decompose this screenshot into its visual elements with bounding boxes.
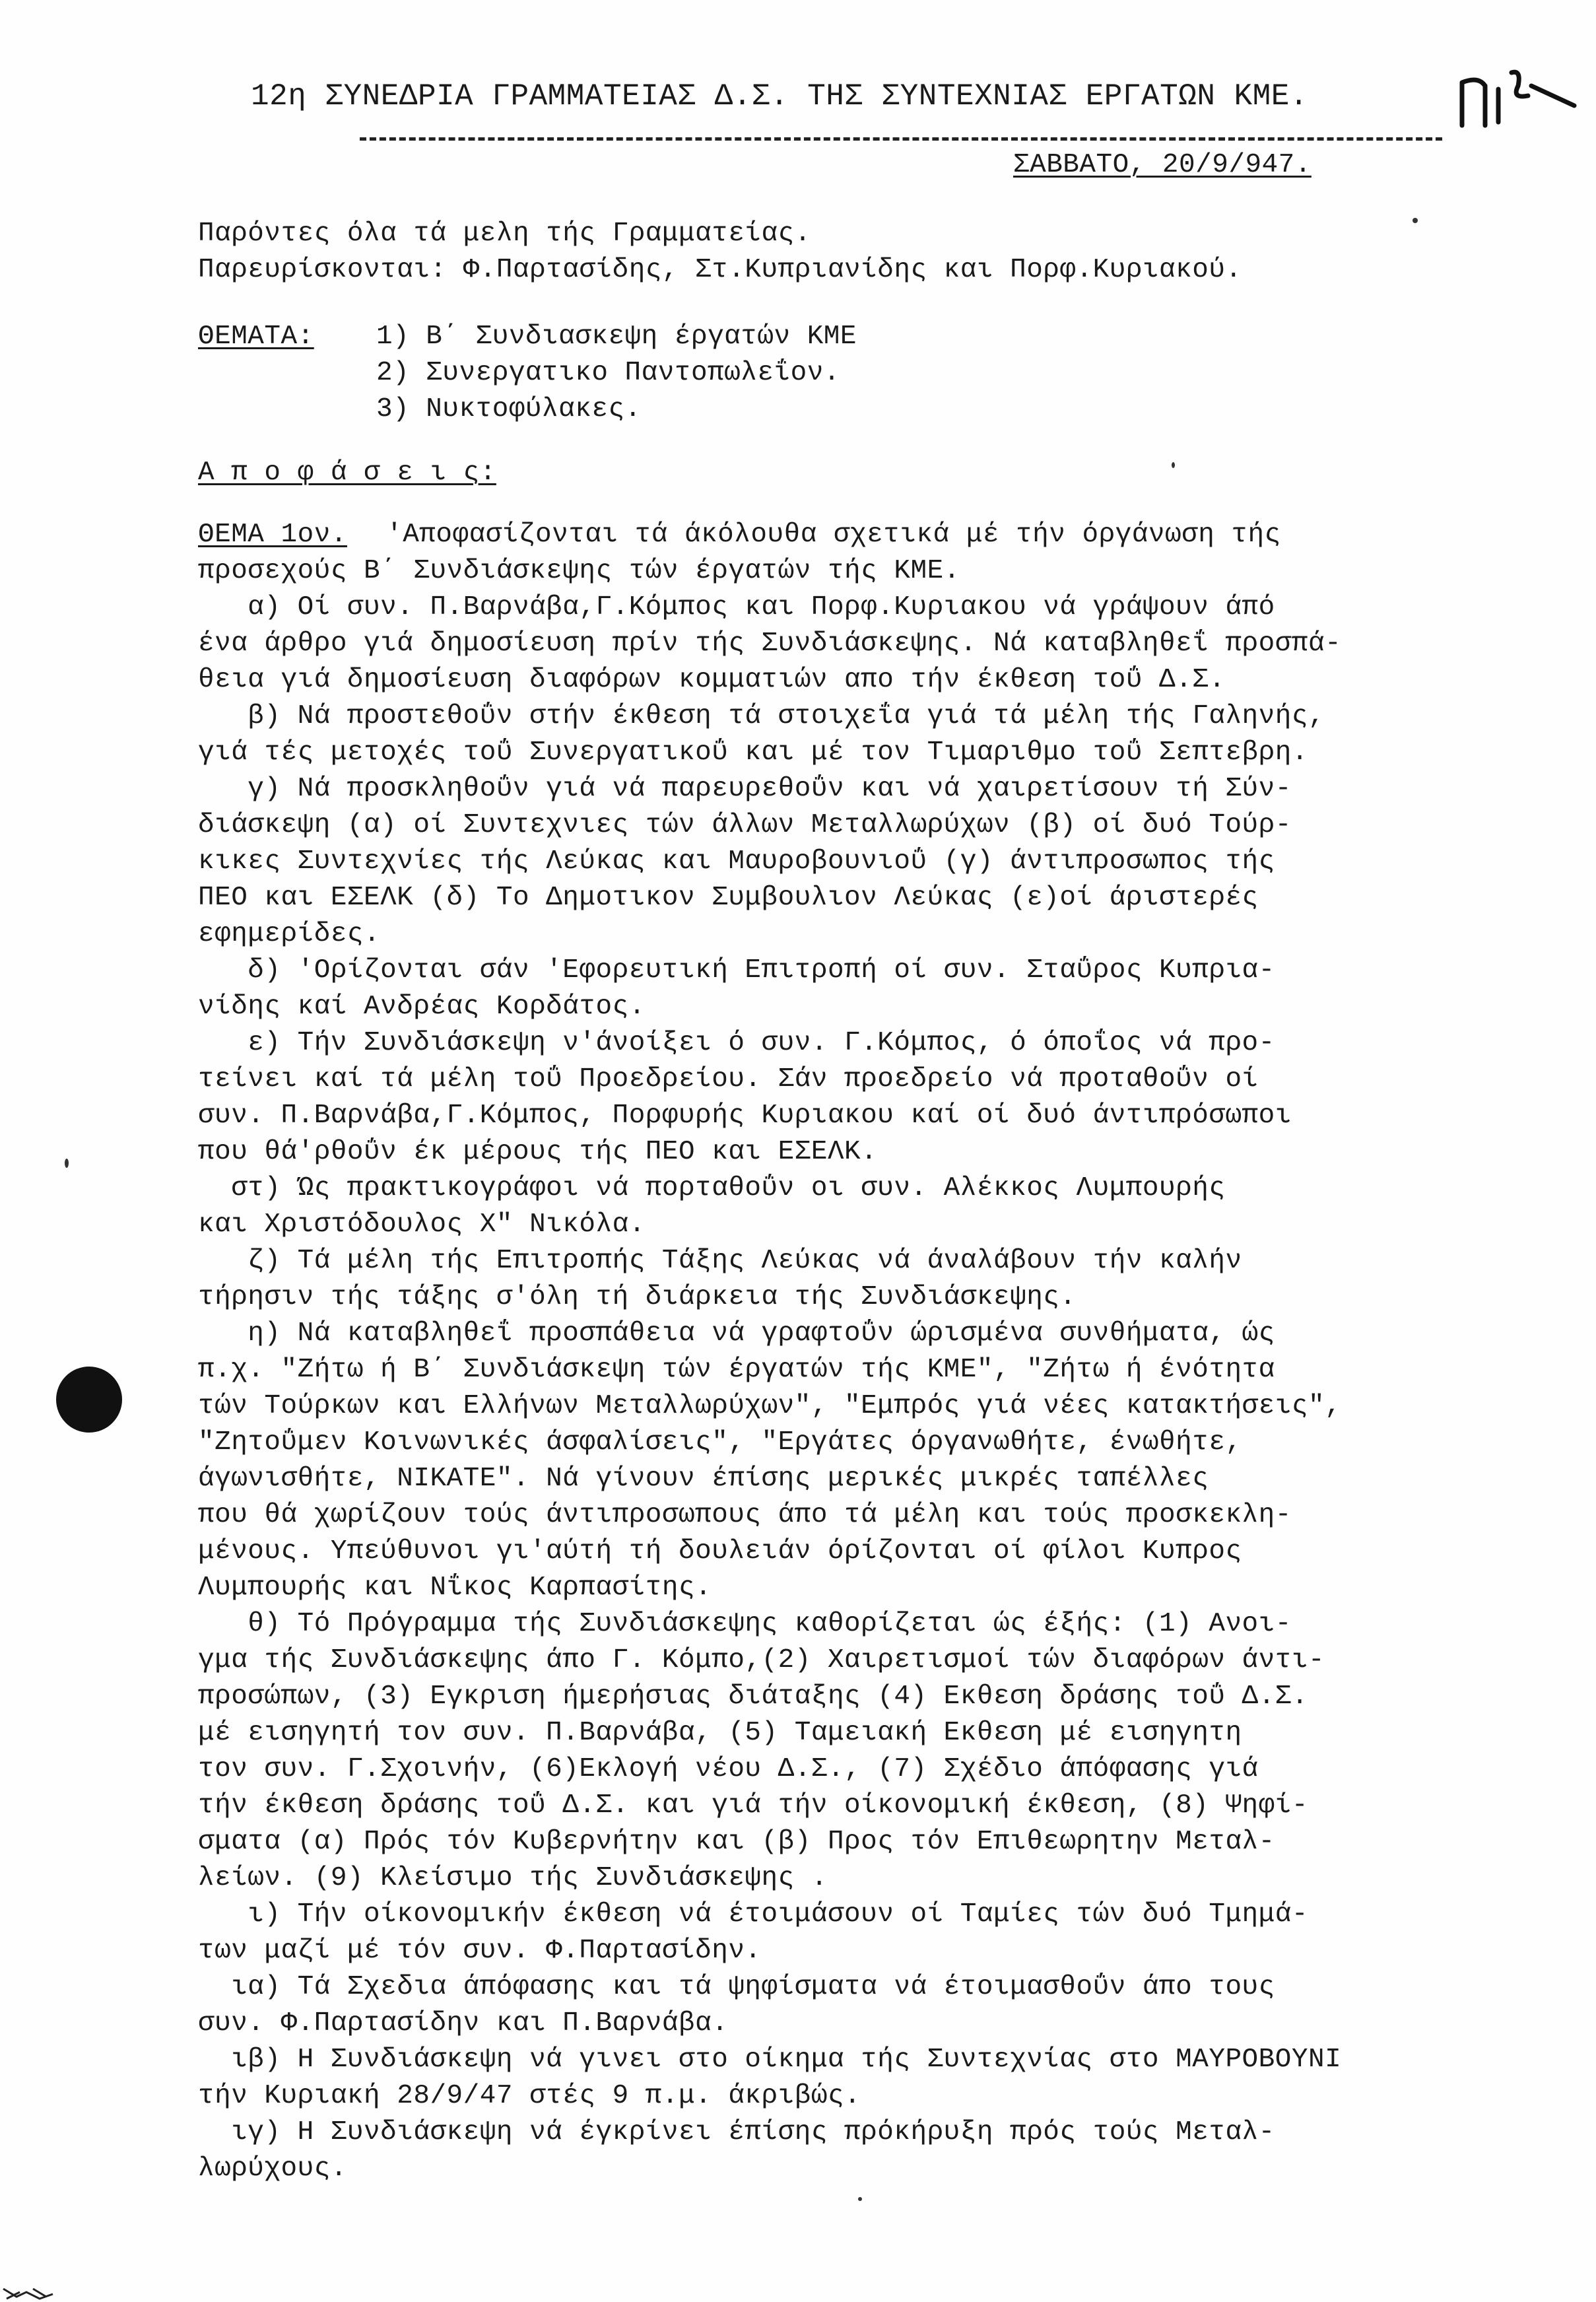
body-line: τον συν. Γ.Σχοινήν, (6)Εκλογή νέου Δ.Σ., (7) Σχέδιο άπόφασης γιά [198,1754,1259,1784]
scan-speck [65,1159,69,1168]
body-line: διάσκεψη (α) οί Συντεχνιες τών άλλων Μεταλλωρύχων (β) οί δυό Τούρ- [198,810,1292,840]
body-line: Λυμπουρής και Νΐκος Καρπασίτης. [198,1573,712,1603]
body-line: ε) Τήν Συνδιάσκεψη ν'άνοίξει ό συν. Γ.Κόμπος, ό όποΐος νά προ- [198,1028,1275,1058]
body-line: ι) Τήν οίκονομικήν έκθεση νά έτοιμάσουν οί Ταμίες τών δυό Τμημά- [198,1899,1308,1930]
guests-line: Παρευρίσκονται: Φ.Παρτασίδης, Στ.Κυπριανίδης και Πορφ.Κυριακού. [198,255,1242,285]
body-line: λείων. (9) Κλείσιμο τής Συνδιάσκεψης . [198,1863,828,1893]
topic-item: 2) Συνεργατικο Παντοπωλεΐον. [376,358,840,388]
topic-item: 1) Β΄ Συνδιασκεψη έργατών ΚΜΕ [376,322,857,352]
body-line: των μαζί μέ τόν συν. Φ.Παρτασίδην. [198,1936,762,1966]
body-line: ΠΕΟ και ΕΣΕΛΚ (δ) Το Δημοτικον Συμβουλιον Λεύκας (ε)οί άριστερές [198,883,1259,913]
body-line: που θά χωρίζουν τούς άντιπροσωπους άπο τά μέλη και τούς προσκεκλη- [198,1500,1292,1530]
body-line: άγωνισθήτε, ΝΙΚΑΤΕ". Νά γίνουν έπίσης μερικές μικρές ταπέλλες [198,1464,1209,1494]
body-line: γιά τές μετοχές τοΰ Συνεργατικοΰ και μέ τον Τιμαριθμο τοΰ Σεπτεβρη. [198,737,1308,768]
title-divider [360,137,1442,141]
body-line: τήν έκθεση δράσης τοΰ Δ.Σ. και γιά τήν οίκονομική έκθεση, (8) Ψηφί- [198,1790,1308,1821]
body-line: ιβ) Η Συνδιάσκεψη νά γινει στο οίκημα τής Συντεχνίας στο ΜΑΥΡΟΒΟΥΝΙ [198,2045,1342,2075]
body-line: εφημερίδες. [198,919,381,949]
body-line: ιγ) Η Συνδιάσκεψη νά έγκρίνει έπίσης πρόκήρυξη πρός τούς Μεταλ- [198,2117,1275,2148]
body-line: μέ εισηγητή τον συν. Π.Βαρνάβα, (5) Ταμειακή Εκθεση μέ εισηγητη [198,1718,1242,1748]
body-line: στ) Ώς πρακτικογράφοι νά πορταθοΰν οι συν. Αλέκκος Λυμπουρής [198,1173,1226,1203]
body-line: τών Τούρκων και Ελλήνων Μεταλλωρύχων", "Εμπρός γιά νέες κατακτήσεις", [198,1391,1342,1421]
body-line: γμα τής Συνδιάσκεψης άπο Γ. Κόμπο,(2) Χαιρετισμοί τών διαφόρων άντι- [198,1645,1325,1676]
body-line: κικες Συντεχνίες τής Λεύκας και Μαυροβουνιοΰ (γ) άντιπροσωπος τής [198,846,1275,877]
body-line: δ) 'Ορίζονται σάν 'Εφορευτική Επιτροπή οί συν. Σταΰρος Κυπρια- [198,955,1275,986]
body-line: που θά'ρθοΰν έκ μέρους τής ΠΕΟ και ΕΣΕΛΚ. [198,1137,878,1167]
body-line: η) Νά καταβληθεΐ προσπάθεια νά γραφτοΰν ώρισμένα συνθήματα, ώς [198,1318,1275,1349]
body-line: β) Νά προστεθοΰν στήν έκθεση τά στοιχεΐα γιά τά μέλη τής Γαληνής, [198,701,1325,731]
decisions-heading: Α π ο φ ά σ ε ι ς: [198,457,496,488]
present-line: Παρόντες όλα τά μελη τής Γραμματείας. [198,219,811,249]
body-line: ζ) Τά μέλη τής Επιτροπής Τάξης Λεύκας νά άναλάβουν τήν καλήν [198,1246,1242,1276]
body-line: θεια γιά δημοσίευση διαφόρων κομματιών απο τήν έκθεση τοΰ Δ.Σ. [198,665,1226,695]
body-line: π.χ. "Ζήτω ή Β΄ Συνδιάσκεψη τών έργατών τής ΚΜΕ", "Ζήτω ή ένότητα [198,1355,1275,1385]
body-line: προσώπων, (3) Εγκριση ήμερήσιας διάταξης (4) Εκθεση δράσης τοΰ Δ.Σ. [198,1681,1308,1712]
topics-label: ΘΕΜΑΤΑ: [198,322,314,352]
scan-speck [1172,462,1175,468]
body-line: λωρύχους. [198,2153,347,2184]
topic-item: 3) Νυκτοφύλακες. [376,394,642,424]
body-line: ια) Τά Σχεδια άπόφασης και τά ψηφίσματα νά έτοιμασθοΰν άπο τους [198,1972,1275,2002]
scan-speck [858,2197,862,2201]
meeting-date: ΣΑΒΒΑΤΟ, 20/9/947. [1013,150,1312,180]
body-line: και Χριστόδουλος Χ" Νικόλα. [198,1209,646,1240]
body-line: 'Αποφασίζονται τά άκόλουθα σχετικά μέ τήν όργάνωση τής [370,520,1281,550]
theme-label: ΘΕΜΑ 1ον. [198,520,347,550]
punch-hole [56,1367,122,1433]
body-line: τήρησιν τής τάξης σ'όλη τή διάρκεια τής Συνδιάσκεψης. [198,1282,1077,1312]
body-line: προσεχούς Β΄ Συνδιάσκεψης τών έργατών τής ΚΜΕ. [198,556,960,586]
body-line: νίδης καί Ανδρέας Κορδάτος. [198,992,646,1022]
body-line: "Ζητοΰμεν Κοινωνικές άσφαλίσεις", "Εργάτες όργανωθήτε, ένωθήτε, [198,1427,1242,1458]
body-line: μένους. Υπεύθυνοι γι'αύτή τή δουλειάν όρίζονται οί φίλοι Κυπρος [198,1536,1242,1567]
scan-speck [1413,218,1418,223]
body-line: τήν Κυριακή 28/9/47 στές 9 π.μ. άκριβώς. [198,2081,861,2111]
body-line: γ) Νά προσκληθοΰν γιά νά παρευρεθοΰν και νά χαιρετίσουν τή Σύν- [198,774,1292,804]
body-line: α) Οί συν. Π.Βαρνάβα,Γ.Κόμπος και Πορφ.Κυριακου νά γράψουν άπό [198,592,1275,623]
body-line: θ) Τό Πρόγραμμα τής Συνδιάσκεψης καθορίζεται ώς έξής: (1) Ανοι- [198,1609,1292,1639]
body-line: τείνει καί τά μέλη τοΰ Προεδρείου. Σάν προεδρείο νά προταθοΰν οί [198,1064,1259,1095]
body-line: συν. Φ.Παρτασίδην και Π.Βαρνάβα. [198,2008,729,2039]
document-title: 12η ΣΥΝΕΔΡΙΑ ΓΡΑΜΜΑΤΕΙΑΣ Δ.Σ. ΤΗΣ ΣΥΝΤΕΧΝΙΑΣ ΕΡΓΑΤΩΝ ΚΜΕ. [251,79,1308,114]
body-line: συν. Π.Βαρνάβα,Γ.Κόμπος, Πορφυρής Κυριακου καί οί δυό άντιπρόσωποι [198,1100,1292,1131]
body-line: ένα άρθρο γιά δημοσίευση πρίν τής Συνδιάσκεψης. Νά καταβληθεΐ προσπά- [198,628,1342,659]
scan-noise-icon [0,2262,132,2302]
body-line: σματα (α) Πρός τόν Κυβερνήτην και (β) Προς τόν Επιθεωρητην Μεταλ- [198,1827,1275,1857]
